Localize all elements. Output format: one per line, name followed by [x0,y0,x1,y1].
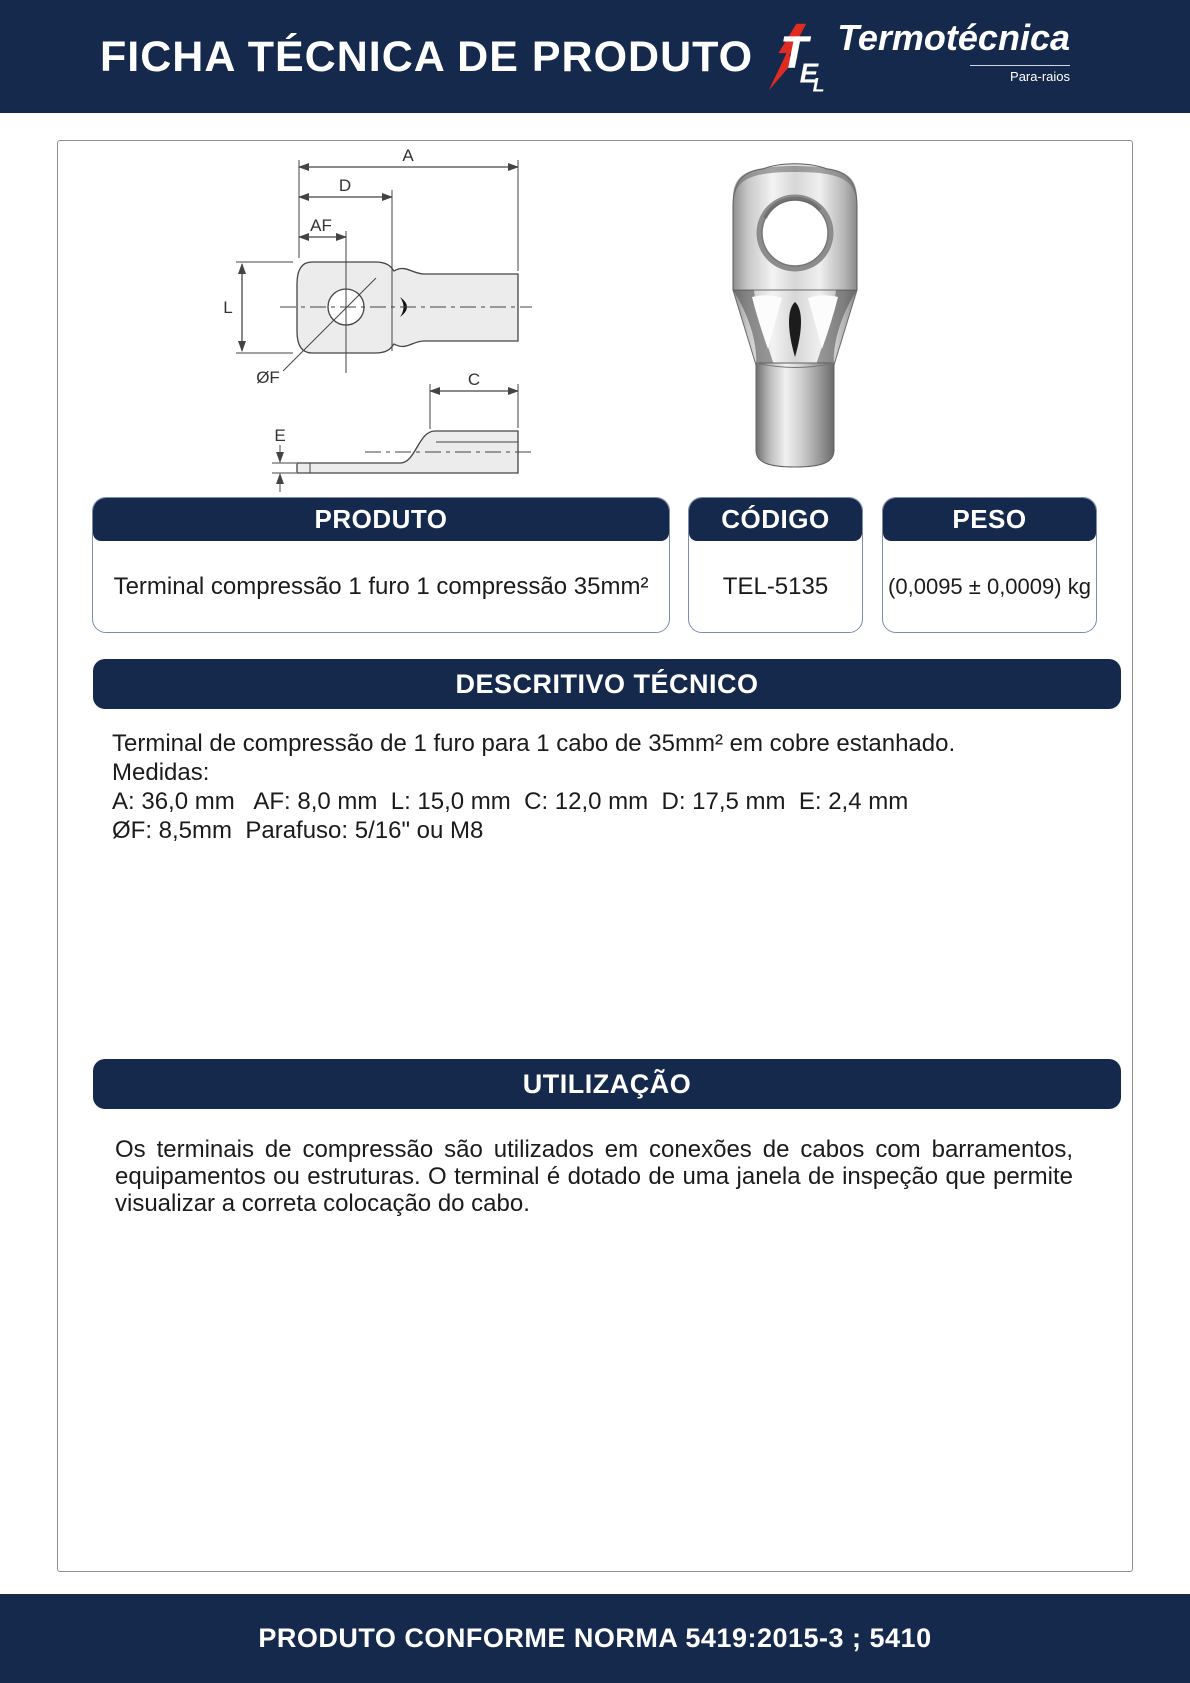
photo-barrel [756,363,834,467]
description-line: A: 36,0 mm AF: 8,0 mm L: 15,0 mm C: 12,0 mm D: 17,5 mm E: 2,4 mm [112,788,909,815]
usage-line: Os terminais de compressão são utilizados em conexões de cabos com barramentos, [115,1136,1073,1163]
footer-norm-text: PRODUTO CONFORME NORMA 5419:2015-3 ; 5410 [258,1623,932,1653]
dim-label-af: AF [310,216,332,235]
weight-box-header: PESO [883,498,1096,541]
product-code-value: TEL-5135 [722,573,829,600]
terminal-photo-group [733,164,857,467]
dim-label-a: A [402,146,414,165]
dim-label-d: D [338,176,352,195]
description-line: Terminal de compressão de 1 furo para 1 cabo de 35mm² em cobre estanhado. [112,730,956,757]
usage-text [115,1136,1073,1217]
description-line: Medidas: [112,759,210,786]
monogram-letter-l: L [812,74,825,97]
company-logo [767,16,1070,100]
usage-title: UTILIZAÇÃO [522,1068,692,1099]
logo-tagline: Para-raios [970,65,1070,84]
product-name-value: Terminal compressão 1 furo 1 compressão 35mm² [113,573,649,600]
product-box-header: PRODUTO [93,498,669,541]
code-box [688,497,863,633]
logo-text-block [837,16,1070,84]
technical-description-bar [93,659,1121,709]
side-view-group [272,384,532,492]
description-line: ØF: 8,5mm Parafuso: 5/16" ou M8 [112,817,484,844]
dim-label-c: C [467,370,481,389]
dim-label-l: L [223,298,233,317]
footer-bar [0,1594,1190,1683]
technical-description-title: DESCRITIVO TÉCNICO [455,668,759,699]
dim-label-e: E [274,426,286,445]
code-box-header: CÓDIGO [689,498,862,541]
tel-monogram-icon [767,16,829,100]
monogram-letter-t: T [780,26,809,78]
product-weight-value: (0,0095 ± 0,0009) kg [888,574,1091,599]
product-box [92,497,670,633]
usage-line: visualizar a correta colocação do cabo. [115,1190,530,1217]
monogram-letter-e: E [799,57,819,89]
technical-description-text [112,729,1072,845]
technical-drawing [180,145,600,497]
product-photo [718,158,872,473]
weight-box [882,497,1097,633]
usage-line: equipamentos ou estruturas. O terminal é dotado de uma janela de inspeção que permite [115,1163,1073,1190]
dim-label-diam-f: ØF [256,368,280,387]
top-view-group [236,160,532,373]
usage-bar [93,1059,1121,1109]
logo-company-name: Termotécnica [837,17,1070,58]
header-bar [0,0,1190,113]
page-title: FICHA TÉCNICA DE PRODUTO [100,33,754,81]
